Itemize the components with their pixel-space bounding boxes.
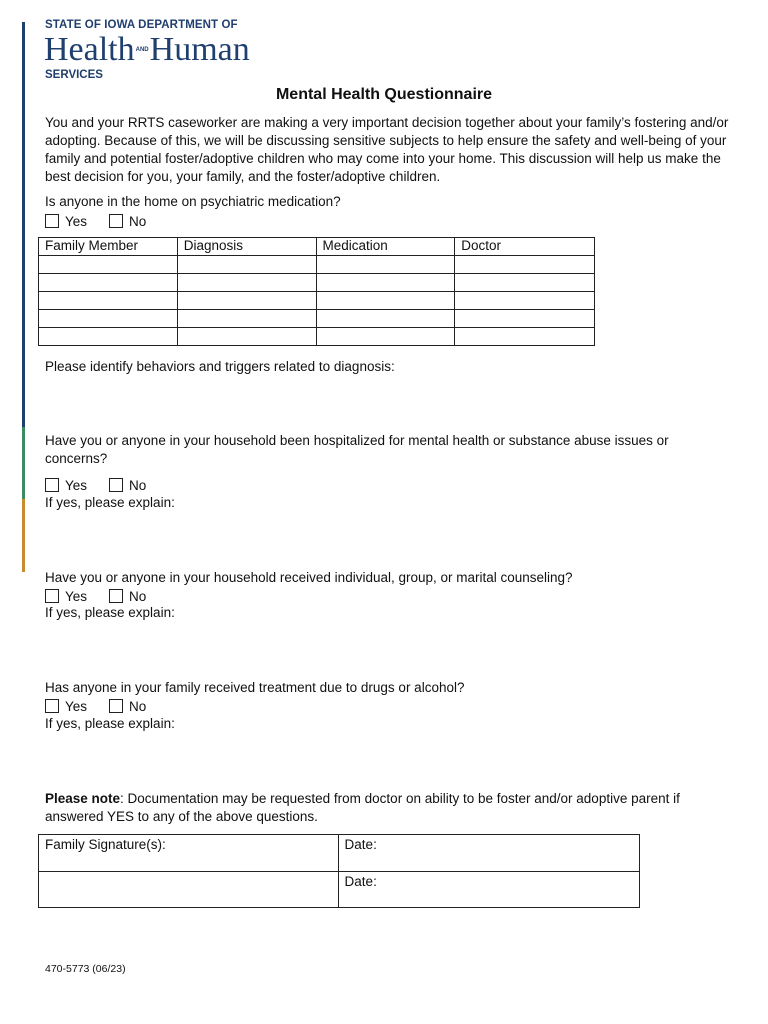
table-cell[interactable]	[455, 328, 595, 346]
date-cell-1[interactable]: Date:	[338, 835, 639, 872]
table-cell[interactable]	[316, 310, 455, 328]
q1-yes-label: Yes	[65, 213, 88, 229]
intro-paragraph: You and your RRTS caseworker are making a very important decision together about your family’s fostering and/or adopting. Because of this, we will be discussing sensitive subjects to help ensure the safety and well-being of your family and potential foster/adoptive children who may come into your home. This discussion will help us make the best decision for you, your family, and the foster/adoptive children.	[45, 115, 729, 184]
documentation-note	[45, 790, 735, 826]
table-row	[39, 256, 595, 274]
table-row	[39, 328, 595, 346]
q3-yes-label: Yes	[65, 588, 88, 604]
table-cell[interactable]	[177, 310, 316, 328]
table-cell[interactable]	[177, 256, 316, 274]
q3-explain-prompt: If yes, please explain:	[45, 605, 175, 620]
q2-yes-label: Yes	[65, 477, 88, 493]
q3-yes-checkbox[interactable]	[45, 589, 59, 603]
table-cell[interactable]	[455, 292, 595, 310]
table-row	[39, 292, 595, 310]
question-hospitalized-line1: Have you or anyone in your household been hospitalized for mental health or substance abuse issues or	[45, 433, 669, 448]
table-cell[interactable]	[455, 310, 595, 328]
table-cell[interactable]	[316, 292, 455, 310]
family-signature-cell-2[interactable]	[39, 872, 339, 908]
agency-services: SERVICES	[45, 69, 103, 81]
agency-logo	[44, 30, 250, 72]
signature-table	[38, 834, 640, 908]
table-cell[interactable]	[316, 274, 455, 292]
table-header-row	[39, 238, 595, 256]
table-cell[interactable]	[39, 328, 178, 346]
q4-explain-prompt: If yes, please explain:	[45, 716, 175, 731]
table-cell[interactable]	[177, 274, 316, 292]
behaviors-prompt: Please identify behaviors and triggers related to diagnosis:	[45, 359, 395, 374]
page-title: Mental Health Questionnaire	[275, 86, 493, 103]
form-number: 470-5773 (06/23)	[45, 963, 126, 975]
q3-no-label: No	[129, 588, 147, 604]
family-signature-cell[interactable]: Family Signature(s):	[39, 835, 339, 872]
q1-no-label: No	[129, 213, 147, 229]
agency-line: STATE OF IOWA DEPARTMENT OF	[45, 19, 238, 31]
table-row	[39, 274, 595, 292]
logo-and: AND	[135, 47, 149, 54]
signature-row	[39, 835, 640, 872]
signature-row	[39, 872, 640, 908]
q2-no-checkbox[interactable]	[109, 478, 123, 492]
date-cell-2[interactable]: Date:	[338, 872, 639, 908]
side-bar-blue	[22, 22, 25, 427]
q2-options	[45, 476, 168, 494]
q2-yes-checkbox[interactable]	[45, 478, 59, 492]
side-bar-green	[22, 427, 25, 499]
table-cell[interactable]	[39, 274, 178, 292]
logo-human: Human	[149, 31, 250, 68]
table-cell[interactable]	[177, 328, 316, 346]
q2-no-label: No	[129, 477, 147, 493]
q4-options	[45, 697, 168, 715]
q4-no-label: No	[129, 698, 147, 714]
table-cell[interactable]	[316, 328, 455, 346]
q3-no-checkbox[interactable]	[109, 589, 123, 603]
q1-yes-checkbox[interactable]	[45, 214, 59, 228]
q4-no-checkbox[interactable]	[109, 699, 123, 713]
medication-table	[38, 237, 595, 346]
header-medication: Medication	[316, 238, 455, 256]
note-label: Please note	[45, 791, 121, 806]
table-cell[interactable]	[39, 292, 178, 310]
table-cell[interactable]	[316, 256, 455, 274]
table-cell[interactable]	[177, 292, 316, 310]
header-family-member: Family Member	[39, 238, 178, 256]
header-doctor: Doctor	[455, 238, 595, 256]
note-text: : Documentation may be requested from doctor on ability to be foster and/or adoptive parent if answered YES to any of the above questions.	[45, 791, 680, 824]
table-cell[interactable]	[39, 310, 178, 328]
logo-health: Health	[44, 31, 135, 68]
table-cell[interactable]	[455, 274, 595, 292]
q3-options	[45, 587, 168, 605]
header-diagnosis: Diagnosis	[177, 238, 316, 256]
q2-explain-prompt: If yes, please explain:	[45, 495, 175, 510]
question-counseling: Have you or anyone in your household received individual, group, or marital counseling?	[45, 570, 573, 585]
q1-no-checkbox[interactable]	[109, 214, 123, 228]
q4-yes-label: Yes	[65, 698, 88, 714]
question-psychiatric-medication: Is anyone in the home on psychiatric medication?	[45, 194, 341, 209]
question-drug-alcohol-treatment: Has anyone in your family received treatment due to drugs or alcohol?	[45, 680, 465, 695]
q1-options	[45, 212, 168, 230]
table-row	[39, 310, 595, 328]
table-cell[interactable]	[39, 256, 178, 274]
question-hospitalized-line2: concerns?	[45, 451, 108, 466]
side-bar-orange	[22, 499, 25, 572]
table-cell[interactable]	[455, 256, 595, 274]
q4-yes-checkbox[interactable]	[45, 699, 59, 713]
